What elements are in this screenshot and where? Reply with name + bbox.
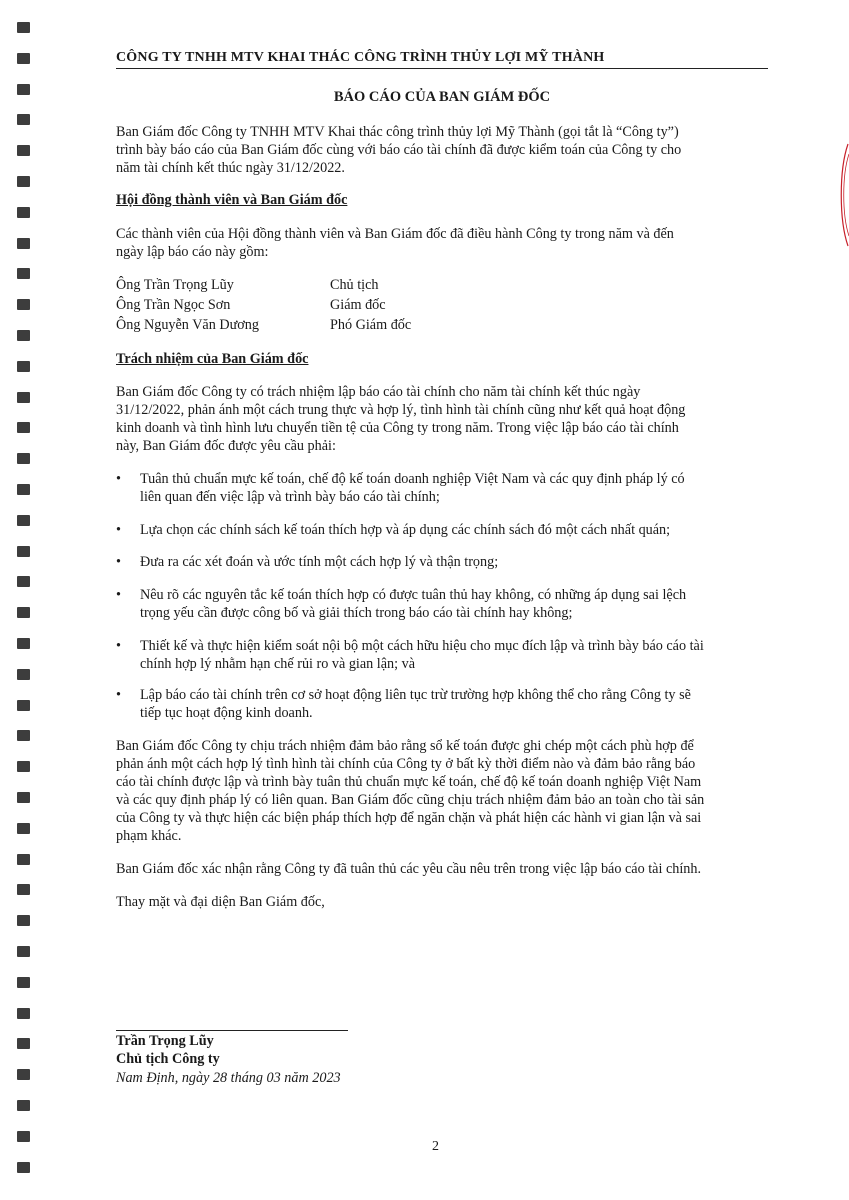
binding-hole bbox=[17, 700, 30, 711]
section-heading-members: Hội đồng thành viên và Ban Giám đốc bbox=[116, 192, 348, 208]
binding-hole bbox=[17, 145, 30, 156]
responsibility-p2-line: Ban Giám đốc Công ty chịu trách nhiệm đảm bảo rằng sổ kế toán được ghi chép một cách phù hợp để bbox=[116, 738, 694, 754]
member-name: Ông Trần Trọng Lũy bbox=[116, 277, 234, 293]
members-intro-line-2: ngày lập báo cáo này gồm: bbox=[116, 244, 269, 260]
binding-hole bbox=[17, 361, 30, 372]
binding-hole bbox=[17, 238, 30, 249]
intro-line-3: năm tài chính kết thúc ngày 31/12/2022. bbox=[116, 160, 345, 176]
company-header: CÔNG TY TNHH MTV KHAI THÁC CÔNG TRÌNH THỦY LỢI MỸ THÀNH bbox=[116, 50, 768, 69]
binding-hole bbox=[17, 576, 30, 587]
bullet-line: Đưa ra các xét đoán và ước tính một cách hợp lý và thận trọng; bbox=[140, 554, 499, 570]
intro-line-2: trình bày báo cáo của Ban Giám đốc cùng với báo cáo tài chính đã được kiểm toán của Công ty cho bbox=[116, 142, 682, 158]
binding-hole bbox=[17, 114, 30, 125]
binding-hole bbox=[17, 330, 30, 341]
binding-holes bbox=[17, 22, 31, 1182]
section-heading-responsibility: Trách nhiệm của Ban Giám đốc bbox=[116, 351, 309, 367]
responsibility-p2-line: phạm khác. bbox=[116, 828, 182, 844]
binding-hole bbox=[17, 207, 30, 218]
binding-hole bbox=[17, 392, 30, 403]
page-number: 2 bbox=[432, 1139, 439, 1154]
responsibility-p2-line: phản ánh một cách hợp lý tình hình tài chính của Công ty ở bất kỳ thời điểm nào và đảm bảo rằng báo bbox=[116, 756, 696, 772]
binding-hole bbox=[17, 792, 30, 803]
binding-hole bbox=[17, 1069, 30, 1080]
bullet-line: trọng yếu cần được công bố và giải thích trong báo cáo tài chính hay không; bbox=[140, 605, 573, 621]
signer-position: Chủ tịch Công ty bbox=[116, 1051, 220, 1067]
confirmation-paragraph: Ban Giám đốc xác nhận rằng Công ty đã tuân thủ các yêu cầu nêu trên trong việc lập báo cáo tài chính. bbox=[116, 861, 702, 877]
binding-hole bbox=[17, 730, 30, 741]
responsibility-p1-line: 31/12/2022, phản ánh một cách trung thực và hợp lý, tình hình tài chính cũng như kết quả hoạt động bbox=[116, 402, 686, 418]
binding-hole bbox=[17, 299, 30, 310]
binding-hole bbox=[17, 761, 30, 772]
responsibility-p2-line: và các quy định pháp lý có liên quan. Ban Giám đốc cũng chịu trách nhiệm đảm bảo an toàn cho tài sản bbox=[116, 792, 705, 808]
signature-line bbox=[116, 1030, 348, 1031]
on-behalf-line: Thay mặt và đại diện Ban Giám đốc, bbox=[116, 894, 325, 910]
bullet-icon: • bbox=[116, 554, 121, 570]
member-name: Ông Nguyễn Văn Dương bbox=[116, 317, 259, 333]
binding-hole bbox=[17, 1131, 30, 1142]
binding-hole bbox=[17, 546, 30, 557]
binding-hole bbox=[17, 84, 30, 95]
place-date: Nam Định, ngày 28 tháng 03 năm 2023 bbox=[116, 1070, 341, 1086]
binding-hole bbox=[17, 1162, 30, 1173]
bullet-line: tiếp tục hoạt động kinh doanh. bbox=[140, 705, 313, 721]
bullet-line: Lập báo cáo tài chính trên cơ sở hoạt động liên tục trừ trường hợp không thể cho rằng Công ty sẽ bbox=[140, 687, 691, 703]
binding-hole bbox=[17, 22, 30, 33]
binding-hole bbox=[17, 884, 30, 895]
bullet-line: Nêu rõ các nguyên tắc kế toán thích hợp có được tuân thủ hay không, có những áp dụng sai lệch bbox=[140, 587, 687, 603]
signer-name: Trần Trọng Lũy bbox=[116, 1033, 214, 1049]
bullet-icon: • bbox=[116, 587, 121, 603]
binding-hole bbox=[17, 946, 30, 957]
binding-hole bbox=[17, 638, 30, 649]
responsibility-p1-line: kinh doanh và tình hình lưu chuyển tiền tệ của Công ty trong năm. Trong việc lập báo cáo tài chính bbox=[116, 420, 679, 436]
bullet-icon: • bbox=[116, 471, 121, 487]
bullet-line: chính hợp lý nhằm hạn chế rủi ro và gian lận; và bbox=[140, 656, 416, 672]
members-intro-line-1: Các thành viên của Hội đồng thành viên và Ban Giám đốc đã điều hành Công ty trong năm và đến bbox=[116, 226, 674, 242]
bullet-line: Thiết kế và thực hiện kiểm soát nội bộ một cách hữu hiệu cho mục đích lập và trình bày báo cáo tài bbox=[140, 638, 704, 654]
bullet-icon: • bbox=[116, 638, 121, 654]
binding-hole bbox=[17, 607, 30, 618]
binding-hole bbox=[17, 1038, 30, 1049]
bullet-line: Tuân thủ chuẩn mực kế toán, chế độ kế toán doanh nghiệp Việt Nam và các quy định pháp lý có bbox=[140, 471, 685, 487]
report-title: BÁO CÁO CỦA BAN GIÁM ĐỐC bbox=[333, 89, 551, 105]
responsibility-p1-line: này, Ban Giám đốc được yêu cầu phải: bbox=[116, 438, 336, 454]
bullet-line: liên quan đến việc lập và trình bày báo cáo tài chính; bbox=[140, 489, 440, 505]
binding-hole bbox=[17, 484, 30, 495]
binding-hole bbox=[17, 915, 30, 926]
responsibility-p1-line: Ban Giám đốc Công ty có trách nhiệm lập báo cáo tài chính cho năm tài chính kết thúc ngày bbox=[116, 384, 641, 400]
stamp-fragment-icon bbox=[837, 140, 849, 250]
binding-hole bbox=[17, 669, 30, 680]
binding-hole bbox=[17, 823, 30, 834]
bullet-line: Lựa chọn các chính sách kế toán thích hợp và áp dụng các chính sách đó một cách nhất quán; bbox=[140, 522, 671, 538]
binding-hole bbox=[17, 977, 30, 988]
binding-hole bbox=[17, 422, 30, 433]
bullet-icon: • bbox=[116, 687, 121, 703]
binding-hole bbox=[17, 176, 30, 187]
binding-hole bbox=[17, 53, 30, 64]
member-role: Chủ tịch bbox=[330, 277, 379, 293]
intro-line-1: Ban Giám đốc Công ty TNHH MTV Khai thác công trình thủy lợi Mỹ Thành (gọi tắt là “Công ty”) bbox=[116, 124, 679, 140]
responsibility-p2-line: cáo tài chính được lập và trình bày tuân thủ chuẩn mực kế toán, chế độ kế toán doanh nghiệp Việt Nam bbox=[116, 774, 702, 790]
member-name: Ông Trần Ngọc Sơn bbox=[116, 297, 231, 313]
member-role: Phó Giám đốc bbox=[330, 317, 412, 333]
binding-hole bbox=[17, 854, 30, 865]
binding-hole bbox=[17, 1100, 30, 1111]
bullet-icon: • bbox=[116, 522, 121, 538]
responsibility-p2-line: của Công ty và thực hiện các biện pháp thích hợp để ngăn chặn và phát hiện các hành vi gian lận và sai bbox=[116, 810, 702, 826]
member-role: Giám đốc bbox=[330, 297, 386, 313]
binding-hole bbox=[17, 268, 30, 279]
binding-hole bbox=[17, 453, 30, 464]
binding-hole bbox=[17, 515, 30, 526]
binding-hole bbox=[17, 1008, 30, 1019]
